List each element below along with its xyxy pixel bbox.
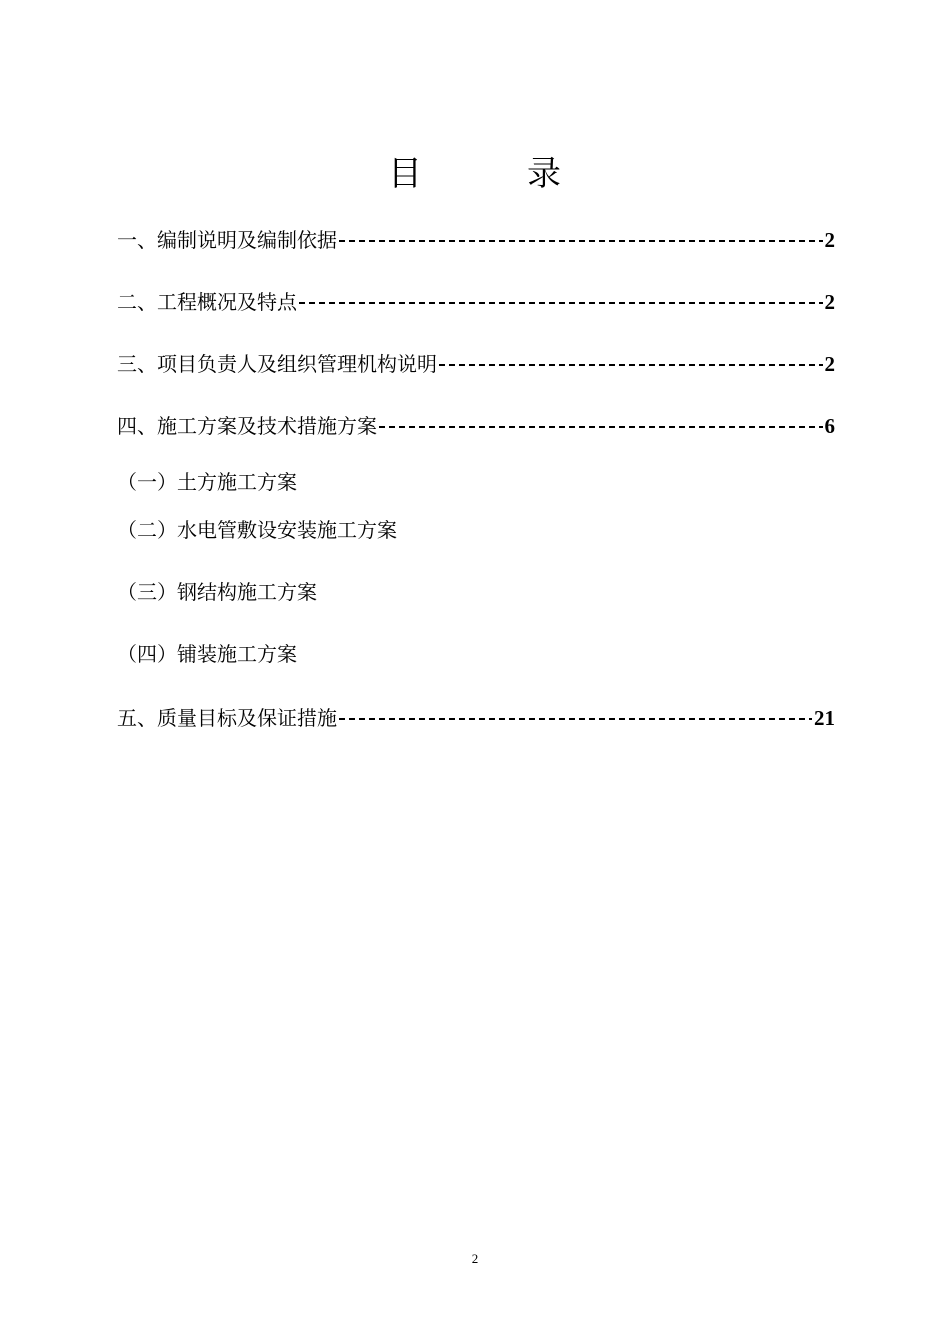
toc-entry-label: 五、质量目标及保证措施 xyxy=(117,706,337,730)
toc-entry-page: 2 xyxy=(824,352,835,376)
toc-title-char-2: 录 xyxy=(527,154,561,194)
footer-page-number: 2 xyxy=(471,1251,479,1266)
toc-subsection-3[interactable]: （三）钢结构施工方案 xyxy=(117,580,317,604)
toc-subsection-2[interactable]: （二）水电管敷设安装施工方案 xyxy=(117,518,397,542)
toc-entry-page: 2 xyxy=(824,290,835,314)
toc-leader-dashes xyxy=(339,718,812,720)
toc-leader-dashes xyxy=(339,240,823,242)
toc-entry-2[interactable] xyxy=(117,287,835,317)
toc-title-char-1: 目 xyxy=(388,154,422,194)
toc-entry-label: 一、编制说明及编制依据 xyxy=(117,228,337,252)
toc-entry-5[interactable] xyxy=(117,703,835,733)
toc-entry-label: 二、工程概况及特点 xyxy=(117,290,297,314)
toc-entry-page: 2 xyxy=(824,228,835,252)
toc-entry-label: 三、项目负责人及组织管理机构说明 xyxy=(117,352,437,376)
toc-entry-label: 四、施工方案及技术措施方案 xyxy=(117,414,377,438)
toc-entry-page: 6 xyxy=(824,414,835,438)
toc-entry-1[interactable] xyxy=(117,225,835,255)
toc-leader-dashes xyxy=(299,302,823,304)
toc-leader-dashes xyxy=(439,364,823,366)
toc-subsection-4[interactable]: （四）铺装施工方案 xyxy=(117,642,297,666)
toc-entry-4[interactable] xyxy=(117,411,835,441)
toc-entry-3[interactable] xyxy=(117,349,835,379)
toc-subsection-1[interactable]: （一）土方施工方案 xyxy=(117,470,297,494)
toc-entry-page: 21 xyxy=(814,706,835,730)
toc-leader-dashes xyxy=(379,426,823,428)
